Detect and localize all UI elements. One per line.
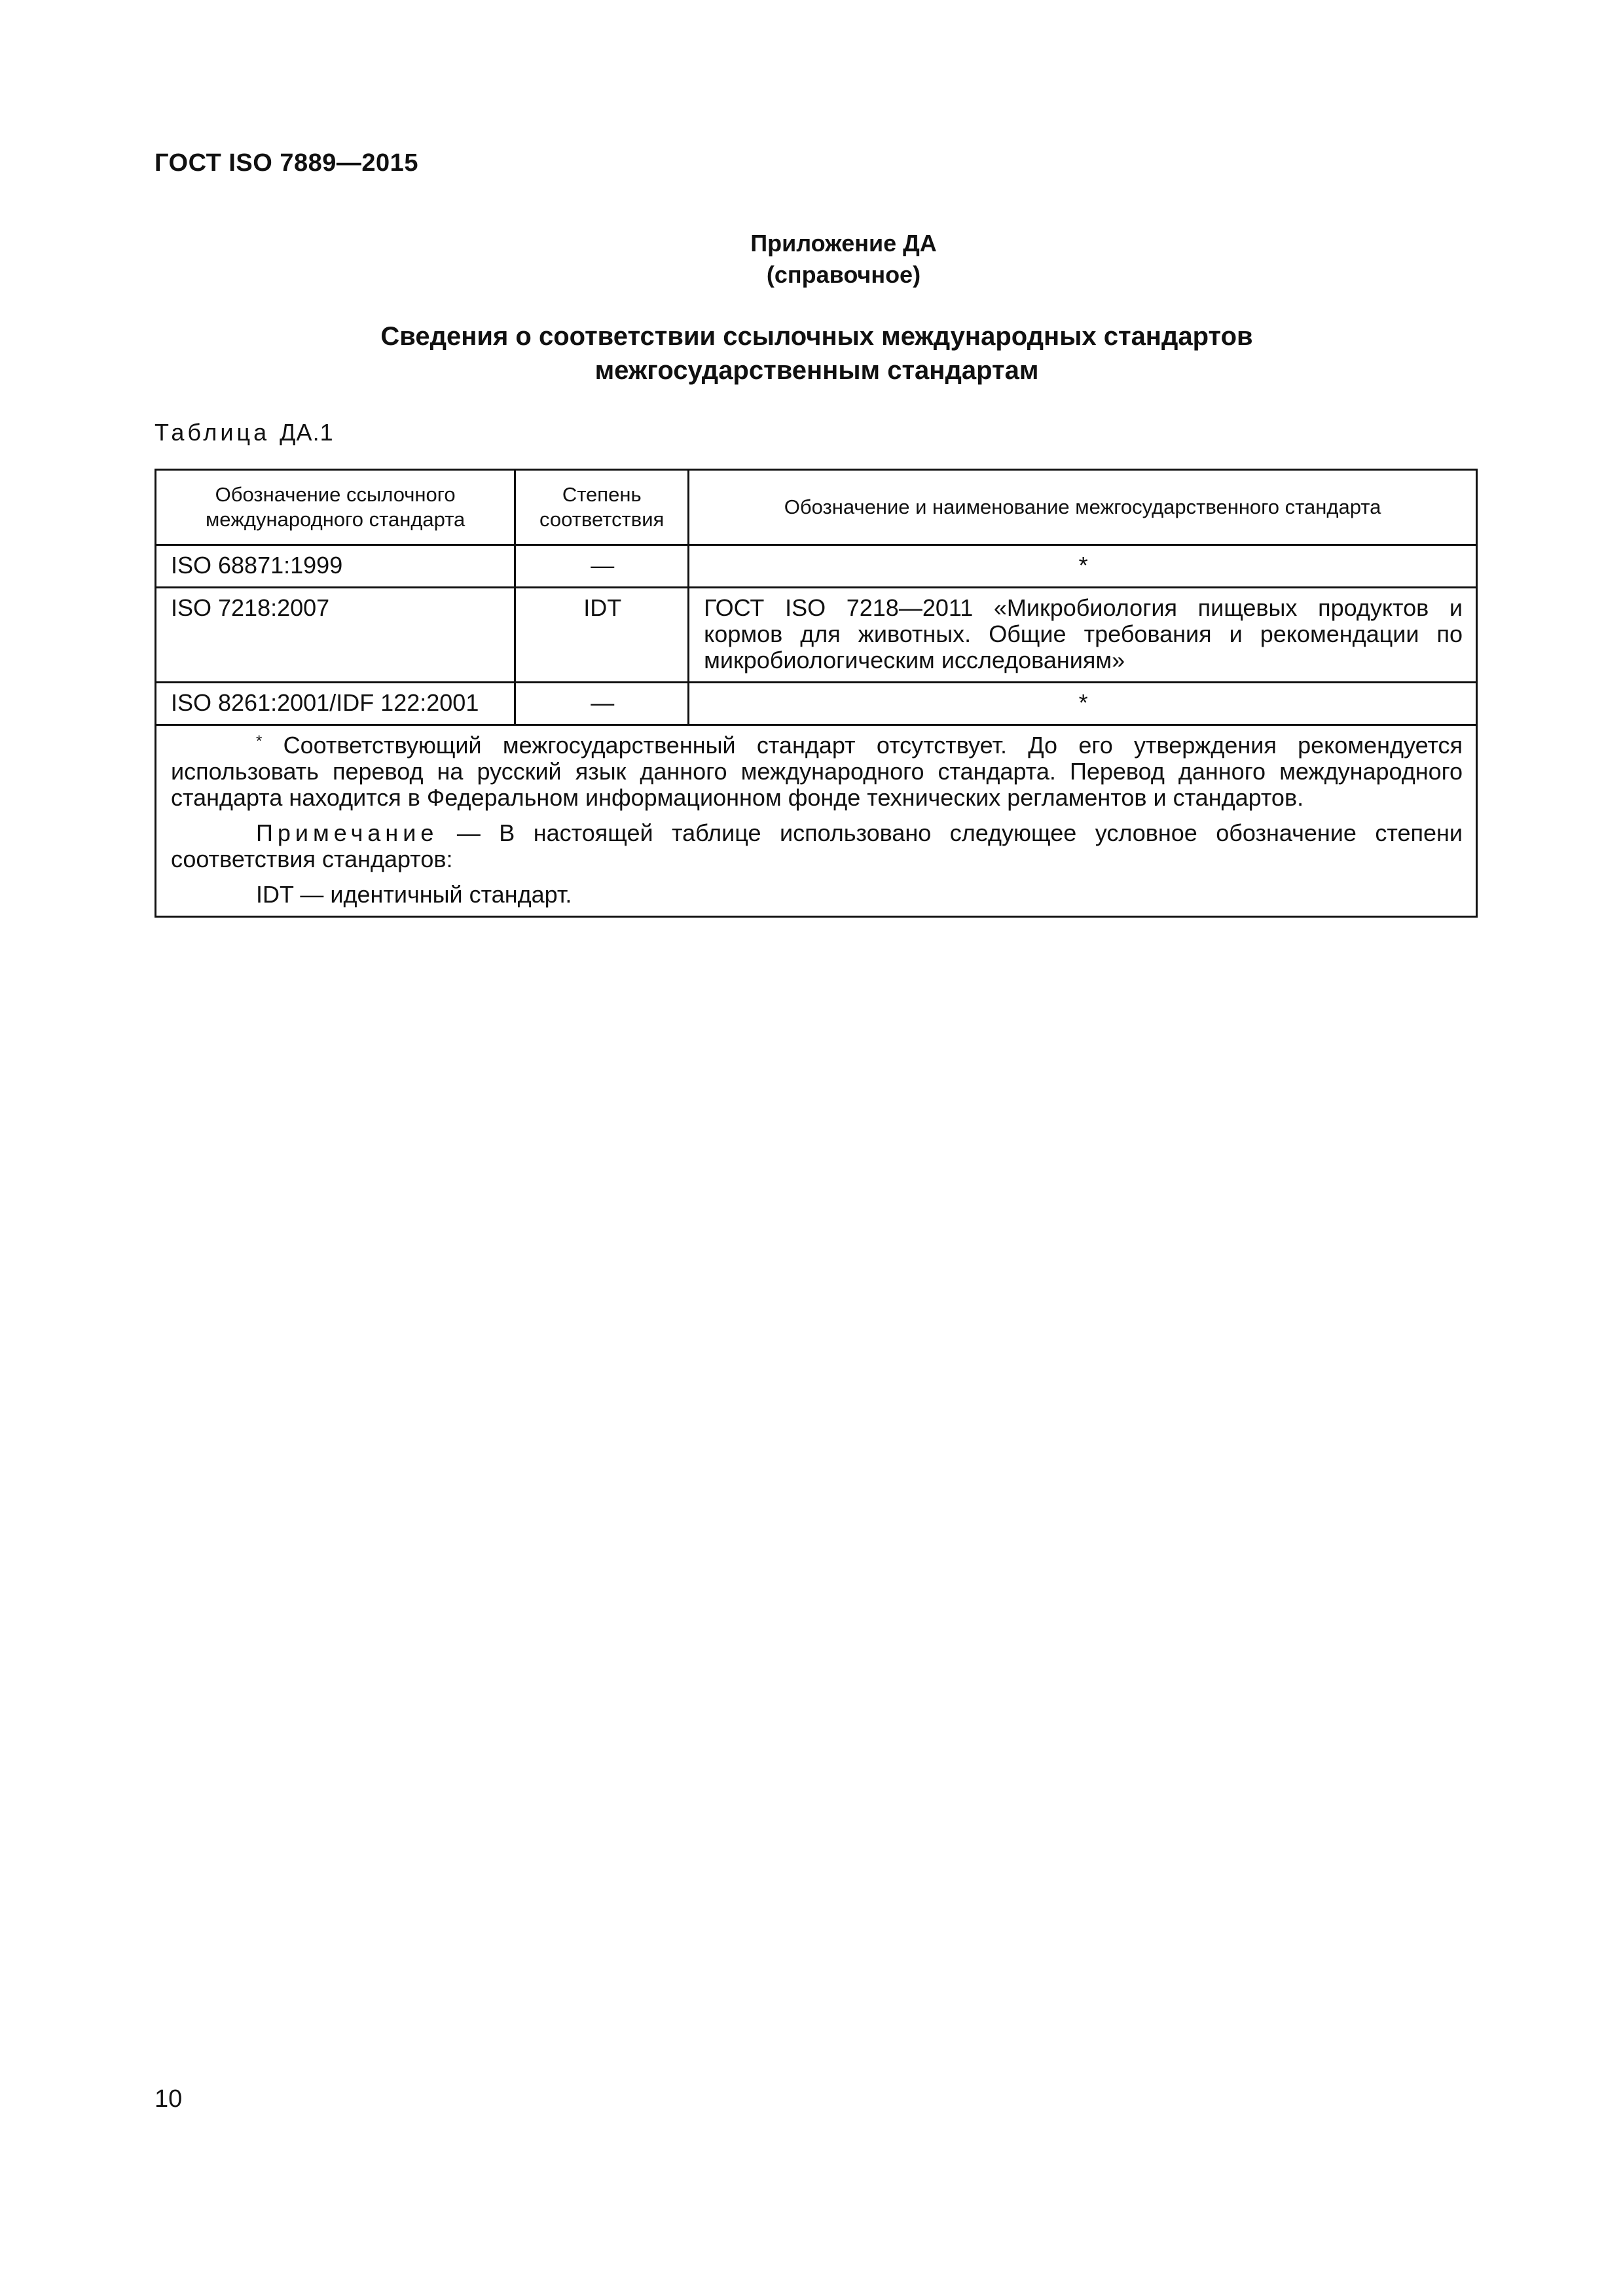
table-notes bbox=[156, 725, 1477, 917]
page-number: 10 bbox=[155, 2085, 183, 2113]
header-degree: Степень соответствия bbox=[515, 470, 689, 545]
legend: IDT — идентичный стандарт. bbox=[256, 881, 572, 908]
footnote bbox=[171, 732, 1463, 811]
note-label: Примечание bbox=[256, 819, 439, 846]
annex-type: (справочное) bbox=[766, 261, 921, 288]
cell-national: * bbox=[689, 683, 1477, 725]
document-code: ГОСТ ISO 7889—2015 bbox=[155, 149, 418, 177]
standards-table bbox=[155, 469, 1478, 918]
cell-national: * bbox=[689, 545, 1477, 588]
table-caption-word: Таблица bbox=[155, 419, 270, 446]
table-notes-row bbox=[156, 725, 1477, 917]
table-row bbox=[156, 588, 1477, 683]
cell-reference: ISO 7218:2007 bbox=[156, 588, 515, 683]
cell-reference: ISO 8261:2001/IDF 122:2001 bbox=[156, 683, 515, 725]
section-title bbox=[5, 319, 1623, 387]
cell-national: ГОСТ ISO 7218—2011 «Микробиология пищевых продуктов и кормов для животных. Общие требования и рекомендации по микробиологическим исследованиям» bbox=[689, 588, 1477, 683]
cell-degree: — bbox=[515, 545, 689, 588]
table-caption bbox=[155, 419, 334, 446]
table-header-row bbox=[156, 470, 1477, 545]
table-row bbox=[156, 545, 1477, 588]
footnote-mark: * bbox=[256, 732, 263, 750]
table-caption-number: ДА.1 bbox=[280, 419, 334, 446]
footnote-text: Соответствующий межгосударственный стандарт отсутствует. До его утверждения рекомендуется использовать перевод на русский язык данного международного стандарта. Перевод данного международного стандарта находится в Федеральном информационном фонде технических регламентов и стандартов. bbox=[171, 732, 1463, 811]
section-title-line-1: Сведения о соответствии ссылочных международных стандартов bbox=[380, 322, 1253, 351]
cell-degree: — bbox=[515, 683, 689, 725]
annex-title: Приложение ДА bbox=[750, 230, 937, 257]
header-national-standard: Обозначение и наименование межгосударственного стандарта bbox=[689, 470, 1477, 545]
header-reference-standard: Обозначение ссылочного международного стандарта bbox=[156, 470, 515, 545]
note-text: — В настоящей таблице использовано следующее условное обозначение степени соответствия стандартов: bbox=[171, 819, 1463, 872]
cell-degree: IDT bbox=[515, 588, 689, 683]
section-title-line-2: межгосударственным стандартам bbox=[594, 356, 1039, 385]
cell-reference: ISO 68871:1999 bbox=[156, 545, 515, 588]
note bbox=[171, 820, 1463, 872]
annex-heading bbox=[32, 228, 1623, 291]
table-row bbox=[156, 683, 1477, 725]
